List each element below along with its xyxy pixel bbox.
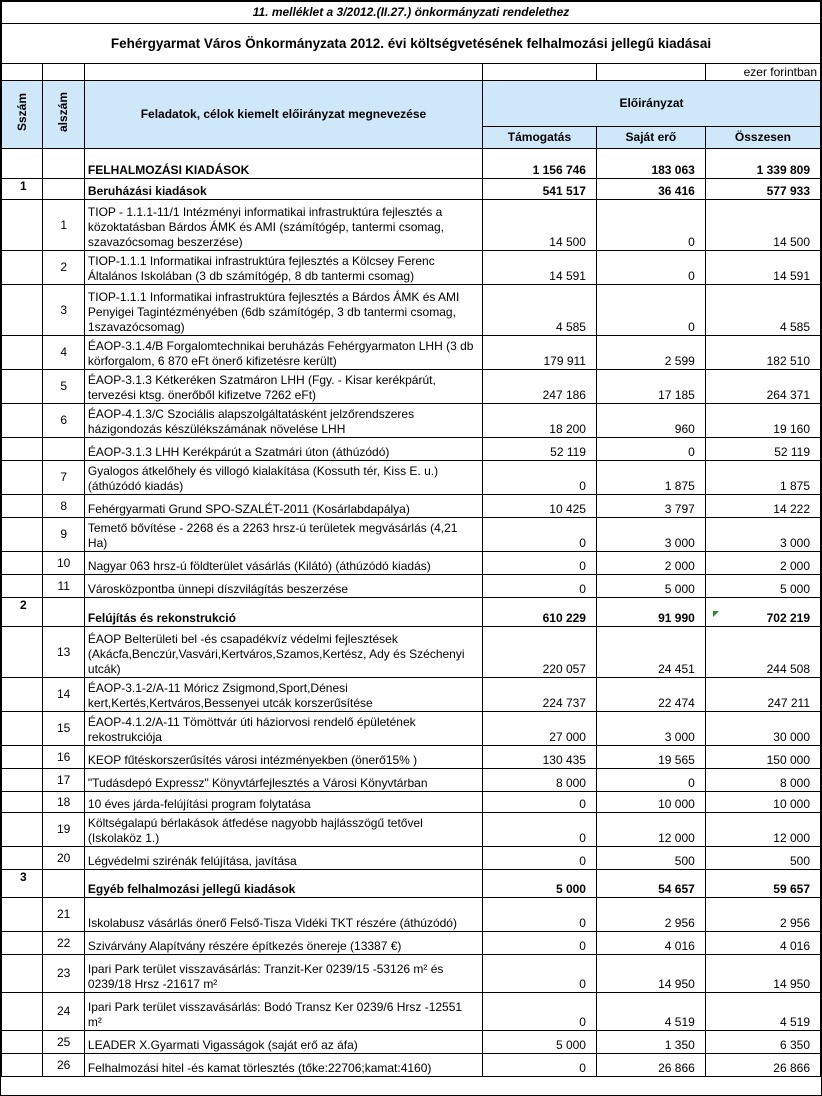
row-osszesen: 182 510 — [705, 336, 820, 370]
row-tamogatas: 14 591 — [482, 251, 596, 285]
row-description: Egyéb felhalmozási jellegű kiadások — [84, 870, 482, 898]
row-tamogatas: 0 — [482, 813, 596, 847]
row-osszesen: 702 219 — [705, 598, 820, 627]
row-sajat-ero: 22 474 — [596, 678, 705, 712]
row-description: ÉAOP Belterületi bel -és csapadékvíz védelmi fejlesztések (Akácfa,Benczúr,Vasvári,Kertváros,Szamos,Kertész, Ady és Széchenyi utcák) — [84, 627, 482, 678]
row-sajat-ero: 183 063 — [596, 149, 705, 179]
row-alszam: 20 — [43, 847, 84, 870]
row-osszesen: 14 950 — [705, 955, 820, 993]
header-sajat-ero: Saját erő — [596, 127, 705, 149]
row-alszam: 18 — [43, 792, 84, 813]
row-alszam: 5 — [43, 370, 84, 404]
total-row — [2, 149, 821, 179]
table-row — [2, 847, 821, 870]
row-sajat-ero: 960 — [596, 404, 705, 438]
row-szam — [2, 404, 43, 438]
row-alszam — [43, 870, 84, 898]
row-tamogatas: 0 — [482, 993, 596, 1031]
unit-label: ezer forintban — [705, 64, 820, 81]
table-row — [2, 336, 821, 370]
row-szam — [2, 438, 43, 461]
row-description: ÉAOP-4.1.3/C Szociális alapszolgáltatásként jelzőrendszeres házigondozás készülékszámának növelése LHH — [84, 404, 482, 438]
header-row-1 — [2, 81, 821, 127]
table-row — [2, 712, 821, 746]
row-osszesen: 10 000 — [705, 792, 820, 813]
row-sajat-ero: 24 451 — [596, 627, 705, 678]
row-sajat-ero: 3 797 — [596, 495, 705, 518]
table-row — [2, 792, 821, 813]
row-sajat-ero: 17 185 — [596, 370, 705, 404]
row-description: ÉAOP-3.1.4/B Forgalomtechnikai beruházás Fehérgyarmaton LHH (3 db körforgalom, 6 870 eFt önerő kifizetésre került) — [84, 336, 482, 370]
row-tamogatas: 27 000 — [482, 712, 596, 746]
row-description: Beruházási kiadások — [84, 179, 482, 200]
row-sajat-ero: 14 950 — [596, 955, 705, 993]
cell-empty — [482, 64, 596, 81]
row-szam: 1 — [2, 179, 43, 200]
row-sajat-ero: 3 000 — [596, 518, 705, 552]
row-description: Fehérgyarmati Grund SPO-SZALÉT-2011 (Kosárlabdapálya) — [84, 495, 482, 518]
row-alszam: 7 — [43, 461, 84, 495]
row-osszesen: 1 339 809 — [705, 149, 820, 179]
row-description: Felhalmozási hitel -és kamat törlesztés (tőke:22706;kamat:4160) — [84, 1054, 482, 1077]
row-sajat-ero: 0 — [596, 200, 705, 251]
row-sajat-ero: 5 000 — [596, 575, 705, 598]
row-tamogatas: 0 — [482, 955, 596, 993]
row-tamogatas: 1 156 746 — [482, 149, 596, 179]
cell-empty — [2, 64, 43, 81]
section-row — [2, 598, 821, 627]
row-osszesen: 30 000 — [705, 712, 820, 746]
row-tamogatas: 179 911 — [482, 336, 596, 370]
row-description: Felújítás és rekonstrukció — [84, 598, 482, 627]
row-sajat-ero: 0 — [596, 769, 705, 792]
row-osszesen: 59 657 — [705, 870, 820, 898]
row-szam — [2, 898, 43, 932]
row-alszam: 14 — [43, 678, 84, 712]
row-tamogatas: 4 585 — [482, 285, 596, 336]
row-tamogatas: 0 — [482, 898, 596, 932]
row-tamogatas: 10 425 — [482, 495, 596, 518]
budget-table — [1, 1, 821, 1077]
table-row — [2, 1031, 821, 1054]
row-sajat-ero: 19 565 — [596, 746, 705, 769]
row-tamogatas: 0 — [482, 461, 596, 495]
table-row — [2, 251, 821, 285]
header-osszesen: Összesen — [705, 127, 820, 149]
annex-title-row — [2, 2, 821, 24]
row-alszam: 13 — [43, 627, 84, 678]
row-szam — [2, 336, 43, 370]
row-sajat-ero: 4 519 — [596, 993, 705, 1031]
row-alszam: 17 — [43, 769, 84, 792]
row-szam — [2, 678, 43, 712]
row-osszesen: 1 875 — [705, 461, 820, 495]
row-osszesen: 14 591 — [705, 251, 820, 285]
row-szam — [2, 769, 43, 792]
row-tamogatas: 18 200 — [482, 404, 596, 438]
row-description: Költségalapú bérlakások átfedése nagyobb hajlásszögű tetővel (Iskolaköz 1.) — [84, 813, 482, 847]
unit-row — [2, 64, 821, 81]
row-description: TIOP-1.1.1 Informatikai infrastruktúra fejlesztés a Bárdos ÁMK és AMI Penyigei Tagintézményében (6db számítógép, 3 db tantermi csomag, 1szavazócsomag) — [84, 285, 482, 336]
row-osszesen: 4 519 — [705, 993, 820, 1031]
row-szam — [2, 518, 43, 552]
table-row — [2, 285, 821, 336]
row-description: Ipari Park terület visszavásárlás: Tranzit-Ker 0239/15 -53126 m² és 0239/18 Hrsz -21617 m² — [84, 955, 482, 993]
row-szam — [2, 792, 43, 813]
row-osszesen: 150 000 — [705, 746, 820, 769]
row-tamogatas: 0 — [482, 847, 596, 870]
table-row — [2, 438, 821, 461]
table-row — [2, 746, 821, 769]
row-alszam: 1 — [43, 200, 84, 251]
header-alszam — [43, 81, 84, 149]
row-sajat-ero: 0 — [596, 285, 705, 336]
row-description: TIOP - 1.1.1-11/1 Intézményi informatikai infrastruktúra fejlesztés a közoktatásban Bárdos ÁMK és AMI (számítógép, tantermi csomag, szavazócsomag beszerzése) — [84, 200, 482, 251]
row-tamogatas: 0 — [482, 575, 596, 598]
row-alszam: 19 — [43, 813, 84, 847]
row-description: ÉAOP-3.1.3 Kétkeréken Szatmáron LHH (Fgy. - Kisar kerékpárút, tervezési ktsg. önerőből kifizetve 7262 eFt) — [84, 370, 482, 404]
row-tamogatas: 247 186 — [482, 370, 596, 404]
row-tamogatas: 5 000 — [482, 870, 596, 898]
row-szam — [2, 712, 43, 746]
annex-title: 11. melléklet a 3/2012.(II.27.) önkormányzati rendelethez — [2, 2, 821, 24]
table-row — [2, 769, 821, 792]
row-szam — [2, 813, 43, 847]
row-szam — [2, 847, 43, 870]
row-sajat-ero: 1 350 — [596, 1031, 705, 1054]
row-osszesen: 26 866 — [705, 1054, 820, 1077]
row-alszam: 26 — [43, 1054, 84, 1077]
row-osszesen: 52 119 — [705, 438, 820, 461]
table-row — [2, 404, 821, 438]
row-alszam — [43, 598, 84, 627]
row-tamogatas: 0 — [482, 552, 596, 575]
row-osszesen: 500 — [705, 847, 820, 870]
row-sajat-ero: 4 016 — [596, 932, 705, 955]
main-title: Fehérgyarmat Város Önkormányzata 2012. évi költségvetésének felhalmozási jellegű kiadásai — [2, 24, 821, 64]
row-osszesen: 577 933 — [705, 179, 820, 200]
row-description: ÉAOP-4.1.2/A-11 Tömöttvár úti háziorvosi rendelő épületének rekostrukciója — [84, 712, 482, 746]
row-szam — [2, 955, 43, 993]
row-description: Iskolabusz vásárlás önerő Felső-Tisza Vidéki TKT részére (áthúzódó) — [84, 898, 482, 932]
row-description: Gyalogos átkelőhely és villogó kialakítása (Kossuth tér, Kiss E. u.) (áthúzódó kiadás) — [84, 461, 482, 495]
header-szam — [2, 81, 43, 149]
row-tamogatas: 8 000 — [482, 769, 596, 792]
row-tamogatas: 220 057 — [482, 627, 596, 678]
row-szam — [2, 285, 43, 336]
row-osszesen: 3 000 — [705, 518, 820, 552]
row-szam — [2, 149, 43, 179]
row-szam — [2, 575, 43, 598]
row-description: ÉAOP-3.1-2/A-11 Móricz Zsigmond,Sport,Dénesi kert,Kertés,Kertváros,Bessenyei utcák korszerűsítése — [84, 678, 482, 712]
row-osszesen: 4 585 — [705, 285, 820, 336]
table-row — [2, 813, 821, 847]
cell-empty — [596, 64, 705, 81]
header-tamogatas: Támogatás — [482, 127, 596, 149]
table-row — [2, 200, 821, 251]
row-alszam: 16 — [43, 746, 84, 769]
row-description: "Tudásdepó Expressz" Könyvtárfejlesztés a Városi Könyvtárban — [84, 769, 482, 792]
row-tamogatas: 52 119 — [482, 438, 596, 461]
row-tamogatas: 0 — [482, 932, 596, 955]
row-alszam: 3 — [43, 285, 84, 336]
row-szam — [2, 993, 43, 1031]
row-szam: 3 — [2, 870, 43, 898]
table-row — [2, 678, 821, 712]
row-osszesen: 4 016 — [705, 932, 820, 955]
row-szam: 2 — [2, 598, 43, 627]
row-szam — [2, 1031, 43, 1054]
row-description: TIOP-1.1.1 Informatikai infrastruktúra fejlesztés a Kölcsey Ferenc Általános Iskolában (3 db számítógép, 8 db tantermi csomag) — [84, 251, 482, 285]
row-alszam: 8 — [43, 495, 84, 518]
row-alszam: 4 — [43, 336, 84, 370]
row-tamogatas: 0 — [482, 792, 596, 813]
row-osszesen: 14 500 — [705, 200, 820, 251]
row-osszesen: 247 211 — [705, 678, 820, 712]
row-osszesen: 14 222 — [705, 495, 820, 518]
row-sajat-ero: 26 866 — [596, 1054, 705, 1077]
row-sajat-ero: 500 — [596, 847, 705, 870]
table-row — [2, 898, 821, 932]
table-row — [2, 552, 821, 575]
row-description: LEADER X.Gyarmati Vigasságok (saját erő az áfa) — [84, 1031, 482, 1054]
row-alszam: 22 — [43, 932, 84, 955]
row-alszam: 10 — [43, 552, 84, 575]
row-sajat-ero: 12 000 — [596, 813, 705, 847]
row-tamogatas: 0 — [482, 1054, 596, 1077]
row-description: Temető bővítése - 2268 és a 2263 hrsz-ú területek megvásárlás (4,21 Ha) — [84, 518, 482, 552]
row-szam — [2, 746, 43, 769]
cell-comment-marker — [713, 611, 719, 617]
header-feladat: Feladatok, célok kiemelt előirányzat megnevezése — [84, 81, 482, 149]
header-alszam-label: alszám — [56, 92, 71, 133]
table-row — [2, 575, 821, 598]
row-szam — [2, 932, 43, 955]
row-osszesen: 264 371 — [705, 370, 820, 404]
row-sajat-ero: 0 — [596, 251, 705, 285]
cell-empty — [84, 64, 482, 81]
row-szam — [2, 251, 43, 285]
row-tamogatas: 224 737 — [482, 678, 596, 712]
row-osszesen: 6 350 — [705, 1031, 820, 1054]
table-row — [2, 495, 821, 518]
row-description: Ipari Park terület visszavásárlás: Bodó Transz Ker 0239/6 Hrsz -12551 m² — [84, 993, 482, 1031]
row-sajat-ero: 2 000 — [596, 552, 705, 575]
row-alszam: 25 — [43, 1031, 84, 1054]
row-osszesen: 19 160 — [705, 404, 820, 438]
row-osszesen: 8 000 — [705, 769, 820, 792]
row-tamogatas: 610 229 — [482, 598, 596, 627]
row-sajat-ero: 10 000 — [596, 792, 705, 813]
row-alszam: 24 — [43, 993, 84, 1031]
row-osszesen: 5 000 — [705, 575, 820, 598]
row-sajat-ero: 2 956 — [596, 898, 705, 932]
row-szam — [2, 495, 43, 518]
row-osszesen: 12 000 — [705, 813, 820, 847]
row-description: Nagyar 063 hrsz-ú földterület vásárlás (Kilátó) (áthúzódó kiadás) — [84, 552, 482, 575]
row-description: ÉAOP-3.1.3 LHH Kerékpárút a Szatmári úton (áthúzódó) — [84, 438, 482, 461]
table-row — [2, 370, 821, 404]
row-sajat-ero: 3 000 — [596, 712, 705, 746]
row-szam — [2, 552, 43, 575]
row-osszesen: 2 956 — [705, 898, 820, 932]
row-tamogatas: 14 500 — [482, 200, 596, 251]
table-row — [2, 518, 821, 552]
row-szam — [2, 1054, 43, 1077]
cell-empty — [43, 64, 84, 81]
row-description: 10 éves járda-felújítási program folytatása — [84, 792, 482, 813]
row-description: KEOP fűtéskorszerűsítés városi intézményekben (önerő15% ) — [84, 746, 482, 769]
row-tamogatas: 130 435 — [482, 746, 596, 769]
row-sajat-ero: 91 990 — [596, 598, 705, 627]
table-row — [2, 955, 821, 993]
table-row — [2, 993, 821, 1031]
row-sajat-ero: 36 416 — [596, 179, 705, 200]
row-alszam: 9 — [43, 518, 84, 552]
row-osszesen: 2 000 — [705, 552, 820, 575]
row-osszesen: 244 508 — [705, 627, 820, 678]
row-description: Szivárvány Alapítvány részére építkezés önereje (13387 €) — [84, 932, 482, 955]
table-row — [2, 627, 821, 678]
row-szam — [2, 200, 43, 251]
header-szam-label: Sszám — [14, 93, 29, 132]
header-eloiranyzat: Előirányzat — [482, 81, 820, 127]
row-tamogatas: 541 517 — [482, 179, 596, 200]
main-title-row — [2, 24, 821, 64]
section-row — [2, 179, 821, 200]
table-row — [2, 461, 821, 495]
row-szam — [2, 461, 43, 495]
row-alszam — [43, 179, 84, 200]
row-alszam: 2 — [43, 251, 84, 285]
row-alszam: 15 — [43, 712, 84, 746]
row-alszam: 11 — [43, 575, 84, 598]
row-description: Városközpontba ünnepi díszvilágítás beszerzése — [84, 575, 482, 598]
row-sajat-ero: 54 657 — [596, 870, 705, 898]
row-szam — [2, 627, 43, 678]
section-row — [2, 870, 821, 898]
row-description: Légvédelmi szirénák felújítása, javítása — [84, 847, 482, 870]
row-sajat-ero: 2 599 — [596, 336, 705, 370]
row-tamogatas: 5 000 — [482, 1031, 596, 1054]
row-sajat-ero: 0 — [596, 438, 705, 461]
row-alszam: 6 — [43, 404, 84, 438]
row-alszam: 21 — [43, 898, 84, 932]
table-row — [2, 932, 821, 955]
table-row — [2, 1054, 821, 1077]
row-sajat-ero: 1 875 — [596, 461, 705, 495]
row-szam — [2, 370, 43, 404]
row-tamogatas: 0 — [482, 518, 596, 552]
row-alszam — [43, 438, 84, 461]
row-description: FELHALMOZÁSI KIADÁSOK — [84, 149, 482, 179]
row-alszam — [43, 149, 84, 179]
row-alszam: 23 — [43, 955, 84, 993]
